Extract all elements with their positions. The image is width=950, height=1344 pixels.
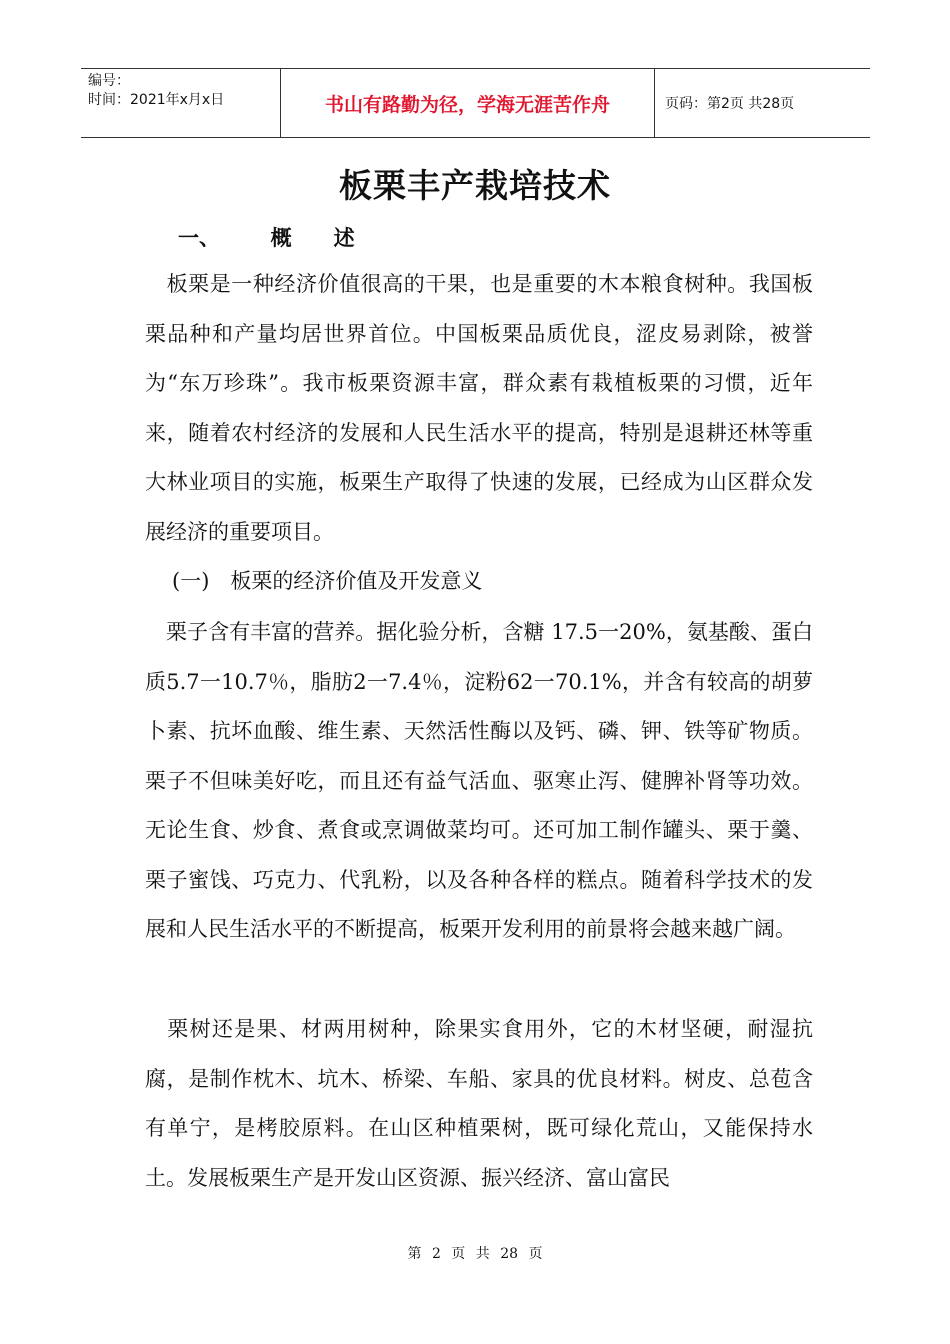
header-meta bbox=[81, 69, 281, 137]
subsection-heading: (一) 板栗的经济价值及开发意义 bbox=[172, 569, 483, 593]
paragraph-3 bbox=[145, 1005, 813, 1203]
paragraph-text: 栗子含有丰富的营养。据化验分析，含糖 17.5一20%，氨基酸、蛋白质5.7一10.7％，脂肪2一7.4％，淀粉62一70.1%，并含有较高的胡萝卜素、抗坏血酸、维生素、天然活性酶以及钙、磷、钾、铁等矿物质。栗子不但味美好吃，而且还有益气活血、驱寒止泻、健脾补肾等功效。无论生食、炒食、煮食或烹调做菜均可。还可加工制作罐头、栗于羹、栗子蜜饯、巧克力、代乳粉，以及各种各样的糕点。随着科学技术的发展和人民生活水平的不断提高，板栗开发利用的前景将会越来越广阔。 bbox=[145, 620, 813, 941]
paragraph-1 bbox=[145, 260, 813, 557]
header-page-info: 页码：第2页 共28页 bbox=[665, 96, 795, 112]
page-footer: 第 2 页 共 28 页 bbox=[407, 1246, 543, 1262]
document-date: 时间：2021年x月x日 bbox=[88, 92, 225, 108]
document-title: 板栗丰产栽培技术 bbox=[339, 166, 611, 205]
paragraph-2 bbox=[145, 608, 813, 955]
section-title: 概 述 bbox=[270, 226, 355, 250]
section-heading bbox=[178, 222, 355, 252]
paragraph-text: 栗树还是果、材两用树种，除果实食用外，它的木材坚硬，耐湿抗腐，是制作枕木、坑木、桥梁、车船、家具的优良材料。树皮、总苞含有单宁，是栲胶原料。在山区种植栗树，既可绿化荒山，又能保持水土。发展板栗生产是开发山区资源、振兴经济、富山富民 bbox=[145, 1017, 813, 1190]
document-number-label: 编号： bbox=[88, 73, 130, 89]
header-motto: 书山有路勤为径，学海无涯苦作舟 bbox=[281, 69, 655, 137]
header-table bbox=[81, 68, 870, 138]
section-numeral: 一、 bbox=[178, 226, 220, 250]
paragraph-text: 板栗是一种经济价值很高的干果，也是重要的木本粮食树种。我国板栗品种和产量均居世界首位。中国板栗品质优良，涩皮易剥除，被誉为“东万珍珠”。我市板栗资源丰富，群众素有栽植板栗的习惯，近年来，随着农村经济的发展和人民生活水平的提高，特别是退耕还林等重大林业项目的实施，板栗生产取得了快速的发展，已经成为山区群众发展经济的重要项目。 bbox=[145, 272, 813, 544]
